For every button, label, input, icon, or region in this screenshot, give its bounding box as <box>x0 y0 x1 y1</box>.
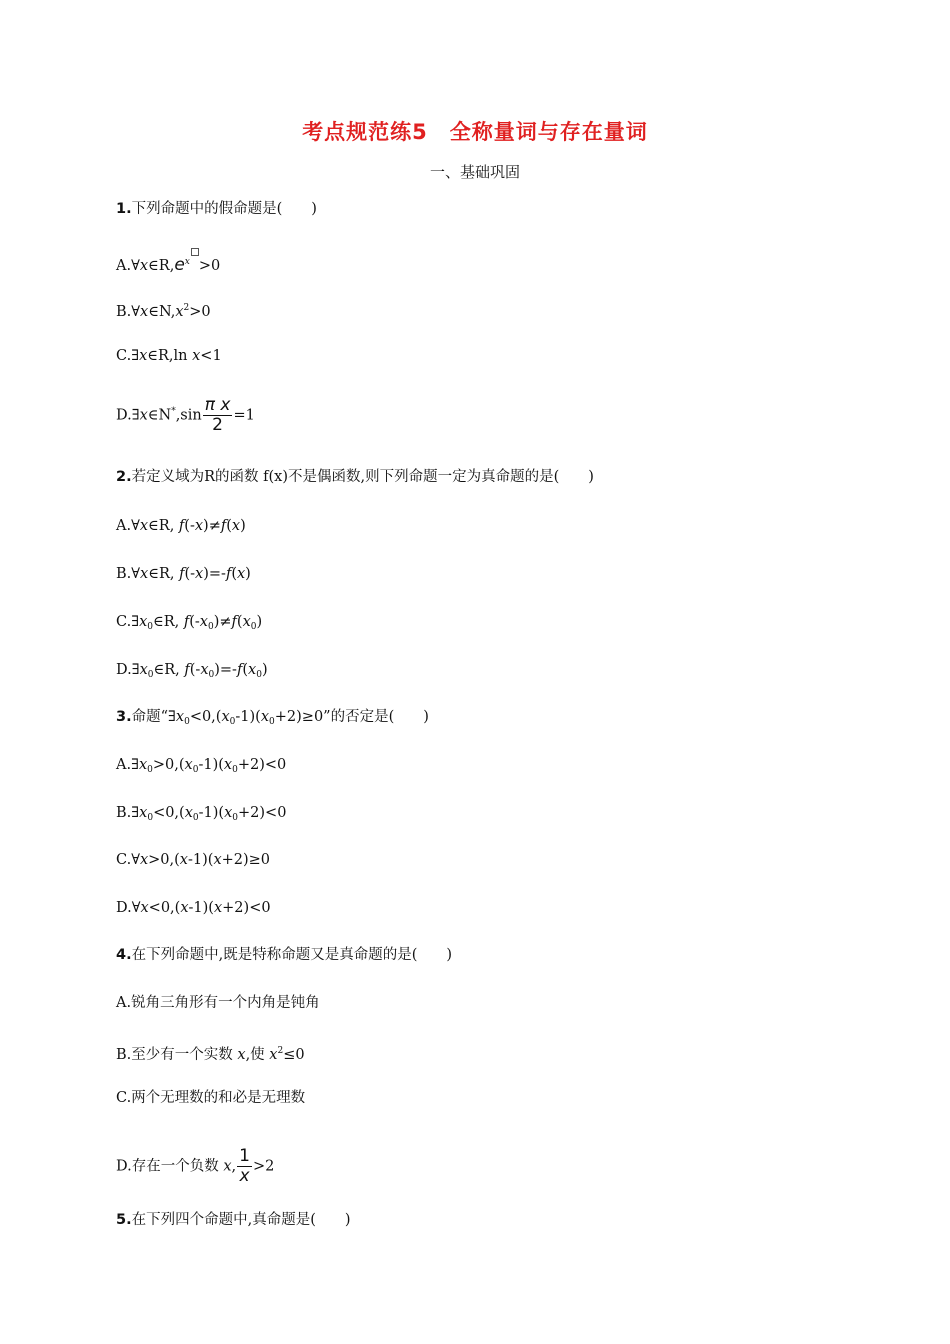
q2-option-a: A.∀x∈R, f(-x)≠f(x) <box>116 518 246 534</box>
option-label: D. <box>116 1158 132 1175</box>
option-label: B. <box>116 566 132 582</box>
fraction-1-over-x: $\frac{1}{x}$ <box>239 1146 250 1186</box>
option-label: B. <box>116 805 132 821</box>
q1-option-a: $A.\forall x\in R,e^x >0$ <box>116 248 220 276</box>
option-label: C. <box>116 614 132 630</box>
option-label: A. <box>116 757 132 773</box>
question-5-stem: 在下列四个命题中,真命题是( ) <box>131 1212 351 1228</box>
q3-option-d: D.∀x<0,(x-1)(x+2)<0 <box>116 900 271 916</box>
q2-option-b: B.∀x∈R, f(-x)=-f(x) <box>116 566 251 582</box>
question-number: 3. <box>116 709 132 725</box>
question-number: 5. <box>116 1212 132 1228</box>
q2-option-d: $D.\exists x_0\in R$, $f(-x_0)=-f(x_0)$ <box>116 662 268 680</box>
option-label: D. <box>116 407 132 424</box>
option-text: 锐角三角形有一个内角是钝角 <box>131 995 320 1011</box>
option-label: C. <box>116 1090 132 1106</box>
q1-option-c: C.∃x∈R,ln x<1 <box>116 348 222 364</box>
question-number: 1. <box>116 201 132 217</box>
option-label: C. <box>116 348 132 364</box>
option-label: D. <box>116 662 132 678</box>
question-number: 4. <box>116 947 132 963</box>
option-label: B. <box>116 304 132 320</box>
option-label: B. <box>116 1047 132 1063</box>
q1-option-d: D.∃x∈N*,sin $\frac{\text{π x}}{2}$ =1 <box>116 395 255 435</box>
section-heading: 一、基础巩固 <box>429 163 520 181</box>
option-label: D. <box>116 900 132 916</box>
question-5 <box>116 1210 351 1230</box>
option-text: 两个无理数的和必是无理数 <box>131 1090 306 1106</box>
question-4-stem: 在下列命题中,既是特称命题又是真命题的是( ) <box>131 947 453 963</box>
q4-option-a <box>116 993 320 1013</box>
q3-option-c: C.∀x>0,(x-1)(x+2)≥0 <box>116 852 271 868</box>
option-label: A. <box>116 518 132 534</box>
q2-option-c: $C.\exists x_0\in R$, $f(-x_0)\ne f(x_0)$ <box>116 614 263 632</box>
question-number: 2. <box>116 469 132 485</box>
q3-option-a: $A.\exists x_0>0,(x_0-1)(x_0+2)<0$ <box>116 757 287 775</box>
question-4 <box>116 945 452 965</box>
question-1-stem: 下列命题中的假命题是( ) <box>131 201 317 217</box>
option-text: 使 <box>250 1047 265 1063</box>
page-title: 考点规范练5 全称量词与存在量词 <box>302 120 648 144</box>
question-3: 3.命题“$\exists x_0<0,(x_0-1)(x_0+2)\ge 0$”的否定是( ) <box>116 709 429 727</box>
question-2 <box>116 467 594 487</box>
option-label: C. <box>116 852 132 868</box>
option-text: 至少有一个实数 <box>131 1047 233 1063</box>
q3-option-b: $B.\exists x_0<0,(x_0-1)(x_0+2)<0$ <box>116 805 287 823</box>
q1-option-b: $B.\forall x\in N,x^2>0$ <box>116 303 211 320</box>
option-label: A. <box>116 995 132 1011</box>
fraction-pi-x-over-2: $\frac{\text{π x}}{2}$ <box>204 395 231 435</box>
option-label: A. <box>116 258 132 274</box>
option-text: ≤0 <box>283 1047 305 1063</box>
q4-option-d: D.存在一个负数 x, $\frac{1}{x}$ >2 <box>116 1146 275 1186</box>
question-1 <box>116 199 317 219</box>
q4-option-c <box>116 1088 305 1108</box>
question-2-stem: 若定义域为R的函数 f(x)不是偶函数,则下列命题一定为真命题的是( ) <box>131 469 594 485</box>
q4-option-b: B.至少有一个实数 x,使 $x^2\le 0$ <box>116 1046 305 1063</box>
option-text: 存在一个负数 <box>131 1158 219 1175</box>
